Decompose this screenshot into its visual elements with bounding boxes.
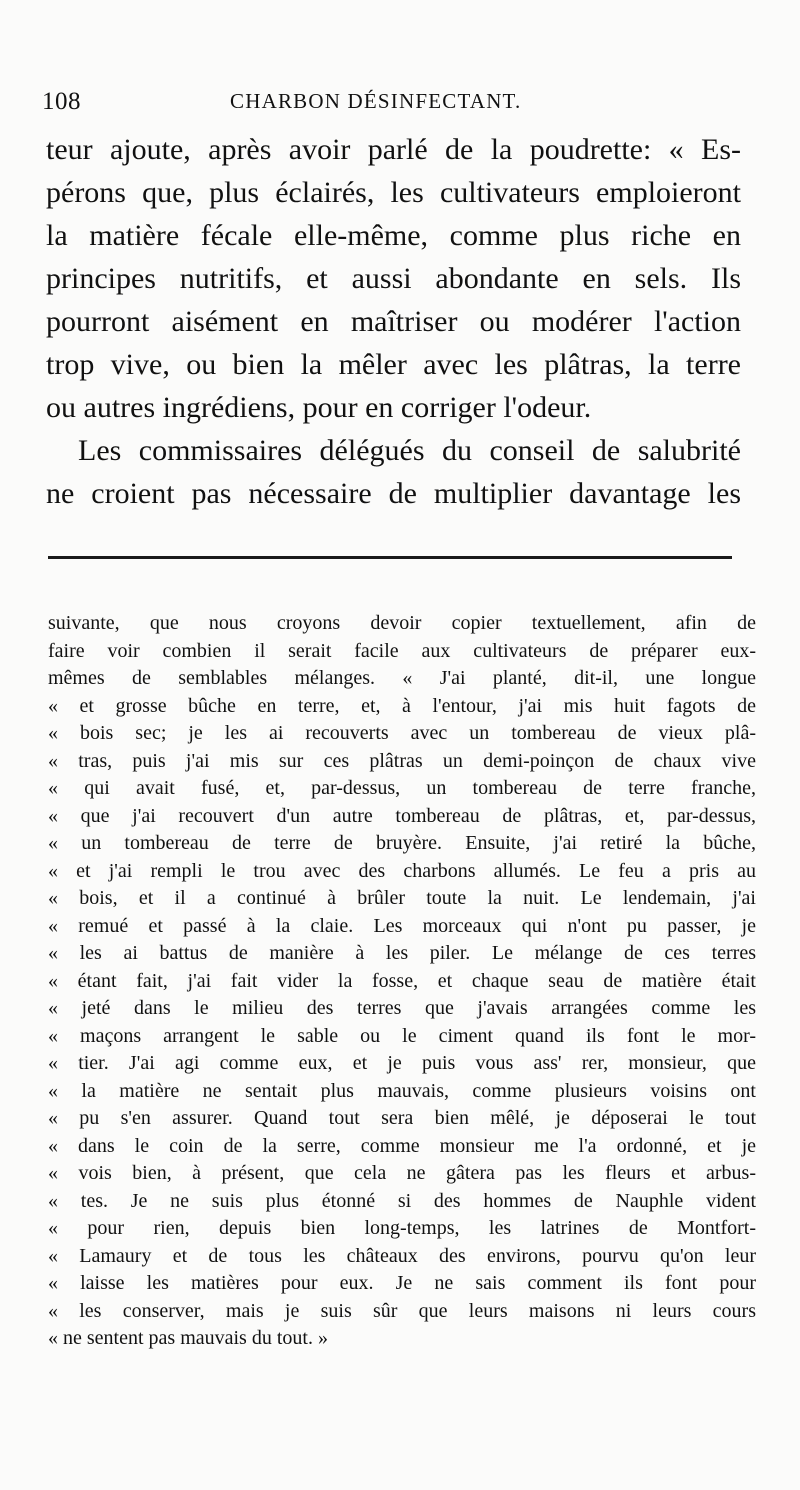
note-line: « les conserver, mais je suis sûr que leurs maisons ni leurs cours	[48, 1299, 756, 1322]
note-line: « et j'ai rempli le trou avec des charbons allumés. Le feu a pris au	[48, 859, 756, 882]
note-line: « tras, puis j'ai mis sur ces plâtras un demi-poinçon de chaux vive	[48, 749, 756, 772]
note-line: « que j'ai recouvert d'un autre tombereau de plâtras, et, par-dessus,	[48, 804, 756, 827]
note-line: suivante, que nous croyons devoir copier textuellement, afin de	[48, 612, 756, 634]
note-line: « les ai battus de manière à les piler. Le mélange de ces terres	[48, 942, 756, 964]
note-line: « ne sentent pas mauvais du tout. »	[48, 1327, 328, 1349]
page-number: 108	[42, 88, 81, 115]
note-line: « vois bien, à présent, que cela ne gâtera pas les fleurs et arbus-	[48, 1162, 756, 1184]
main-text	[46, 128, 741, 515]
note-line: « pu s'en assurer. Quand tout sera bien mêlé, je déposerai le tout	[48, 1107, 756, 1129]
note-line: faire voir combien il serait facile aux cultivateurs de préparer eux-	[48, 639, 756, 662]
note-line: « Lamaury et de tous les châteaux des environs, pourvu qu'on leur	[48, 1244, 756, 1267]
body-line: teur ajoute, après avoir parlé de la poudrette: « Es-	[46, 133, 741, 166]
body-line: pourront aisément en maîtriser ou modérer l'action	[46, 305, 741, 338]
note-line: « étant fait, j'ai fait vider la fosse, et chaque seau de matière était	[48, 969, 756, 992]
body-line: pérons que, plus éclairés, les cultivateurs emploieront	[46, 176, 741, 209]
note-line: « maçons arrangent le sable ou le ciment quand ils font le mor-	[48, 1024, 756, 1047]
footnote-rule	[48, 556, 732, 559]
note-line: « un tombereau de terre de bruyère. Ensuite, j'ai retiré la bûche,	[48, 832, 756, 854]
body-line: la matière fécale elle-même, comme plus riche en	[46, 219, 741, 252]
note-line: « dans le coin de la serre, comme monsieur me l'a ordonné, et je	[48, 1134, 756, 1157]
body-line: trop vive, ou bien la mêler avec les plâtras, la terre	[46, 348, 741, 381]
note-line: « la matière ne sentait plus mauvais, comme plusieurs voisins ont	[48, 1079, 756, 1102]
body-line: Les commissaires délégués du conseil de salubrité	[78, 434, 741, 467]
note-line: « bois, et il a continué à brûler toute la nuit. Le lendemain, j'ai	[48, 887, 756, 909]
body-line: ne croient pas nécessaire de multiplier davantage les	[46, 477, 741, 510]
note-line: « tes. Je ne suis plus étonné si des hommes de Nauphle vident	[48, 1189, 756, 1212]
body-line: ou autres ingrédiens, pour en corriger l'odeur.	[46, 391, 592, 424]
note-line: « tier. J'ai agi comme eux, et je puis vous ass' rer, monsieur, que	[48, 1052, 756, 1074]
note-line: « qui avait fusé, et, par-dessus, un tombereau de terre franche,	[48, 777, 756, 799]
footnote-text	[48, 610, 756, 1353]
note-line: « pour rien, depuis bien long-temps, les latrines de Montfort-	[48, 1217, 756, 1239]
page-header	[42, 88, 762, 122]
running-head: CHARBON DÉSINFECTANT.	[230, 89, 522, 113]
note-line: « remué et passé à la claie. Les morceaux qui n'ont pu passer, je	[48, 914, 756, 937]
note-line: mêmes de semblables mélanges. « J'ai planté, dit-il, une longue	[48, 667, 756, 689]
note-line: « bois sec; je les ai recouverts avec un tombereau de vieux plâ-	[48, 722, 756, 744]
note-line: « et grosse bûche en terre, et, à l'entour, j'ai mis huit fagots de	[48, 694, 756, 717]
note-line: « jeté dans le milieu des terres que j'avais arrangées comme les	[48, 997, 756, 1019]
note-line: « laisse les matières pour eux. Je ne sais comment ils font pour	[48, 1272, 756, 1294]
body-line: principes nutritifs, et aussi abondante en sels. Ils	[46, 262, 741, 295]
